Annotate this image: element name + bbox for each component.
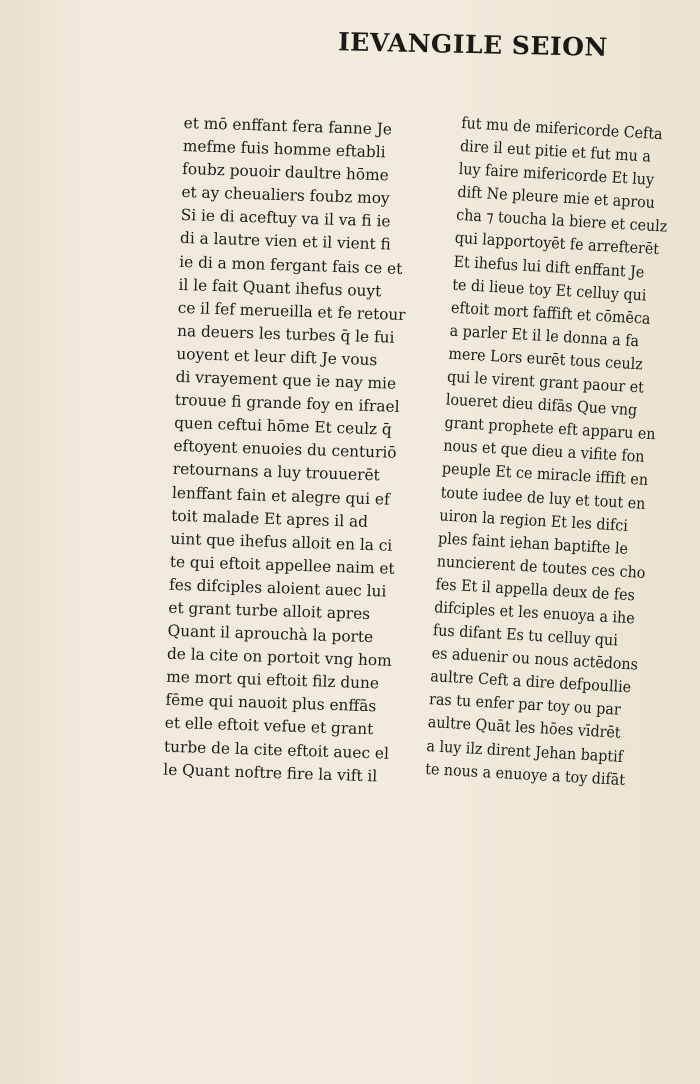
text-line: le Quant noftre fire la vift il bbox=[163, 760, 378, 786]
text-line: nous et que dieu a vifite fon bbox=[442, 436, 645, 467]
text-line: de la cite on portoit vng hom bbox=[166, 644, 392, 670]
text-line: ples faint iehan baptifte le bbox=[437, 529, 629, 558]
text-line: peuple Et ce miracle iffift en bbox=[441, 459, 649, 490]
text-line: eftoyent enuoies du centuriō bbox=[173, 437, 397, 463]
text-line: retournans a luy trouuerēt bbox=[172, 460, 380, 485]
text-line: a luy ilz dirent Jehan baptif bbox=[426, 736, 624, 766]
text-line: dift Ne pleure mie et aprou bbox=[457, 183, 656, 213]
text-line: uint que ihefus alloit en la ci bbox=[170, 529, 393, 555]
text-line: loueret dieu difās Que vng bbox=[445, 390, 638, 420]
text-line: difciples et les enuoya a ihe bbox=[433, 598, 636, 628]
text-line: qui le virent grant paour et bbox=[446, 367, 645, 397]
text-line: grant prophete eft apparu en bbox=[444, 413, 656, 444]
left-text-column bbox=[163, 112, 416, 789]
text-line: nuncierent de toutes ces cho bbox=[436, 552, 646, 582]
text-line: lenffant fain et alegre qui ef bbox=[171, 483, 390, 509]
text-line: Si ie di aceftuy va il va fi ie bbox=[180, 206, 391, 231]
text-line: mefme fuis homme eftabli bbox=[182, 137, 386, 162]
text-line: Et ihefus lui dift enffant Je bbox=[453, 252, 645, 281]
text-line: uoyent et leur dift Je vous bbox=[176, 344, 378, 370]
text-line: te nous a enuoye a toy difāt bbox=[424, 759, 626, 789]
text-line: qui lapportoyēt fe arrefterēt bbox=[454, 229, 660, 259]
text-line: eftoit mort faffift et cōmēca bbox=[450, 298, 651, 328]
running-header: IEVANGILE SEION bbox=[337, 27, 609, 62]
text-line: aultre Ceft a dire defpoullie bbox=[429, 667, 632, 697]
text-line: ce il fef merueilla et fe retour bbox=[177, 298, 406, 324]
text-line: fut mu de mifericorde Cefta bbox=[460, 113, 664, 144]
text-line: Quant il aprouchà la porte bbox=[167, 621, 374, 647]
text-line: et mō enffant fera fanne Je bbox=[183, 113, 393, 139]
text-line: ie di a mon fergant fais ce et bbox=[179, 252, 403, 278]
text-line: trouue fi grande foy en ifrael bbox=[174, 390, 400, 417]
text-line: et elle eftoit vefue et grant bbox=[164, 714, 374, 739]
text-line: uiron la region Et les difci bbox=[438, 505, 629, 535]
text-line: te qui eftoit appellee naim et bbox=[169, 552, 395, 578]
text-line: mere Lors eurēt tous ceulz bbox=[447, 344, 644, 374]
text-line: te di lieue toy Et celluy qui bbox=[451, 275, 647, 305]
text-line: fēme qui nauoit plus enffās bbox=[165, 691, 377, 716]
text-line: me mort qui eftoit filz dune bbox=[165, 667, 380, 693]
text-line: dire il eut pitie et fut mu a bbox=[459, 137, 652, 166]
text-line: il le fait Quant ihefus ouyt bbox=[178, 275, 382, 300]
text-line: di vrayement que ie nay mie bbox=[175, 367, 397, 393]
right-text-column bbox=[425, 112, 694, 794]
text-line: fus difant Es tu celluy qui bbox=[432, 621, 619, 650]
text-line: aultre Quāt les hōes vīdrēt bbox=[427, 713, 622, 743]
text-line: turbe de la cite eftoit auec el bbox=[163, 737, 390, 763]
text-line: foubz pouoir daultre hōme bbox=[181, 160, 390, 185]
text-line: na deuers les turbes q̄ le fui bbox=[176, 321, 395, 347]
text-line: a parler Et il le donna a fa bbox=[449, 321, 640, 351]
text-line: cha ⁊ toucha la biere et ceulz bbox=[455, 206, 668, 236]
text-line: fes Et il appella deux de fes bbox=[435, 575, 636, 605]
text-line: luy faire mifericorde Et luy bbox=[458, 160, 655, 189]
text-line: es aduenir ou nous actēdons bbox=[431, 644, 639, 674]
text-line: fes difciples aloient auec lui bbox=[168, 575, 387, 601]
text-line: ras tu enfer par toy ou par bbox=[428, 690, 622, 720]
text-line: toit malade Et apres il ad bbox=[171, 506, 369, 531]
text-line: quen ceftui hōme Et ceulz q̄ bbox=[173, 414, 393, 439]
text-line: toute iudee de luy et tout en bbox=[440, 482, 646, 513]
text-line: et grant turbe alloit apres bbox=[168, 598, 371, 624]
text-line: et ay cheualiers foubz moy bbox=[181, 183, 390, 208]
text-line: di a lautre vien et il vient fi bbox=[179, 229, 392, 255]
